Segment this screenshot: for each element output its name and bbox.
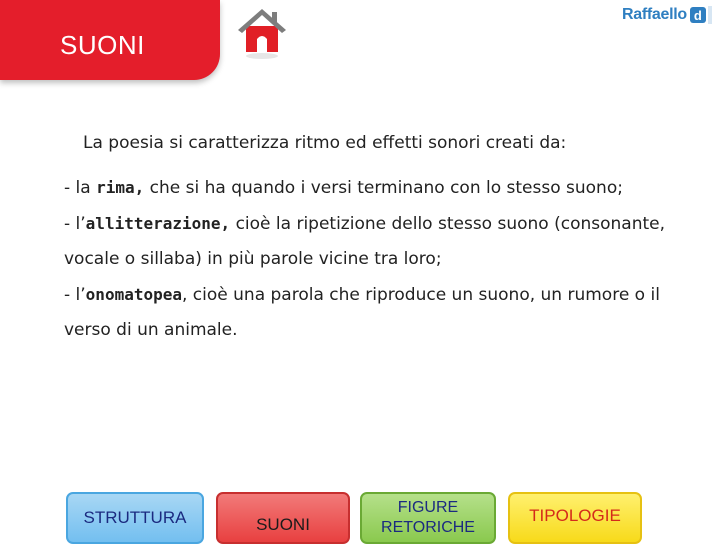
- suoni-button[interactable]: SUONI: [216, 492, 350, 544]
- tipologie-button[interactable]: TIPOLOGIE: [508, 492, 642, 544]
- term-onomatopea: onomatopea: [85, 285, 182, 304]
- figure-retoriche-button[interactable]: FIGURE RETORICHE: [360, 492, 496, 544]
- term-allitterazione: allitterazione,: [85, 214, 231, 233]
- term-rima: rima,: [96, 178, 145, 197]
- intro-text: La poesia si caratterizza ritmo ed effetti sonori creati da:: [83, 133, 567, 153]
- logo-mark: d: [690, 7, 706, 23]
- logo-text: Raffaello: [622, 6, 687, 23]
- bullet-rima: - la rima, che si ha quando i versi terminano con lo stesso suono;: [64, 178, 623, 198]
- page-title: SUONI: [60, 30, 145, 60]
- bullet-allitterazione: - l’allitterazione, cioè la ripetizione dello stesso suono (consonante, vocale o sillaba) in più parole vicine tra loro;: [64, 214, 666, 269]
- raffaello-logo: [622, 4, 712, 26]
- bullet-onomatopea: - l’onomatopea, cioè una parola che riproduce un suono, un rumore o il verso di un animale.: [64, 285, 660, 340]
- content-area: [64, 128, 684, 348]
- logo-side-strip: [708, 6, 712, 24]
- title-tab: [0, 0, 220, 80]
- bullet-list: [64, 170, 684, 348]
- struttura-button[interactable]: STRUTTURA: [66, 492, 204, 544]
- home-icon: [236, 6, 288, 62]
- home-button[interactable]: [236, 6, 288, 62]
